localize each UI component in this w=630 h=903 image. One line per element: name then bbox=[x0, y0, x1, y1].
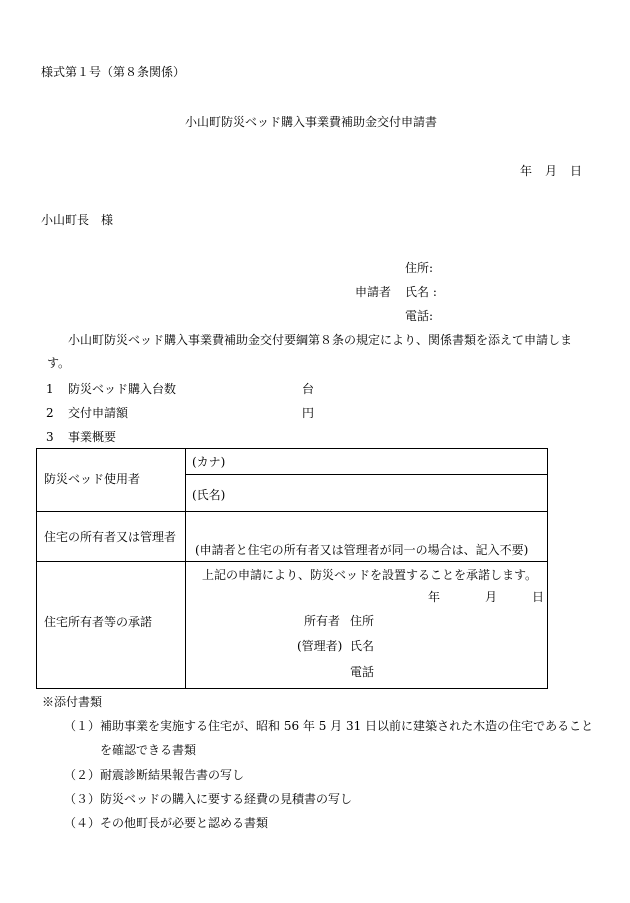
date-day-label: 日 bbox=[570, 164, 583, 178]
bed-user-label: 防災ベッド使用者 bbox=[44, 472, 141, 486]
owner-consent-label: 住宅所有者等の承諾 bbox=[44, 615, 153, 629]
manager-role-label: (管理者) bbox=[297, 639, 343, 653]
owner-phone-label: 電話 bbox=[350, 665, 375, 679]
consent-day-label: 日 bbox=[532, 590, 545, 604]
table-column-divider bbox=[185, 449, 186, 688]
item-label-bed-count: 防災ベッド購入台数 bbox=[68, 382, 177, 396]
consent-text: 上記の申請により、防災ベッドを設置することを承諾します。 bbox=[202, 568, 538, 582]
table-row-divider bbox=[185, 474, 547, 475]
owner-role-label: 所有者 bbox=[304, 614, 341, 628]
table-row-divider bbox=[37, 561, 547, 562]
attachment-number: （３） bbox=[64, 792, 101, 806]
attachment-item: 防災ベッドの購入に要する経費の見積書の写し bbox=[100, 792, 353, 806]
date-year-label: 年 bbox=[520, 164, 533, 178]
attachment-item-continued: を確認できる書類 bbox=[100, 743, 197, 757]
item-number: 3 bbox=[46, 430, 54, 444]
owner-name-label: 氏名 bbox=[350, 639, 375, 653]
owner-manager-label: 住宅の所有者又は管理者 bbox=[44, 530, 177, 544]
owner-address-label: 住所 bbox=[350, 614, 375, 628]
page-title: 小山町防災ベッド購入事業費補助金交付申請書 bbox=[185, 115, 438, 129]
attachment-number: （２） bbox=[64, 768, 101, 782]
item-label-amount: 交付申請額 bbox=[68, 406, 129, 420]
attachment-item: 耐震診断結果報告書の写し bbox=[100, 768, 245, 782]
applicant-address-label: 住所: bbox=[405, 261, 434, 275]
body-paragraph-line1: 小山町防災ベッド購入事業費補助金交付要綱第８条の規定により、関係書類を添えて申請しま bbox=[68, 333, 573, 347]
item-number: 2 bbox=[46, 406, 54, 420]
attachment-number: （４） bbox=[64, 816, 101, 830]
item-unit: 台 bbox=[302, 382, 315, 396]
item-label-overview: 事業概要 bbox=[68, 430, 117, 444]
body-paragraph-line2: す。 bbox=[47, 356, 71, 370]
table-row-divider bbox=[37, 511, 547, 512]
addressee: 小山町長 様 bbox=[41, 213, 114, 227]
kana-label: (カナ) bbox=[192, 455, 226, 469]
applicant-name-label: 氏名 : bbox=[405, 285, 437, 299]
applicant-role-label: 申請者 bbox=[355, 285, 392, 299]
attachment-item: その他町長が必要と認める書類 bbox=[100, 816, 269, 830]
form-number: 様式第１号（第８条関係） bbox=[41, 65, 186, 79]
date-month-label: 月 bbox=[545, 164, 558, 178]
owner-note: (申請者と住宅の所有者又は管理者が同一の場合は、記入不要) bbox=[195, 543, 529, 557]
consent-month-label: 月 bbox=[485, 590, 498, 604]
attachment-number: （１） bbox=[64, 719, 101, 733]
user-name-label: (氏名) bbox=[192, 488, 226, 502]
item-number: 1 bbox=[46, 382, 54, 396]
attachments-heading: ※添付書類 bbox=[42, 695, 103, 709]
item-unit: 円 bbox=[302, 406, 315, 420]
attachment-item: 補助事業を実施する住宅が、昭和 56 年 5 月 31 日以前に建築された木造の住宅であること bbox=[100, 719, 594, 733]
applicant-phone-label: 電話: bbox=[405, 309, 434, 323]
consent-year-label: 年 bbox=[428, 590, 441, 604]
